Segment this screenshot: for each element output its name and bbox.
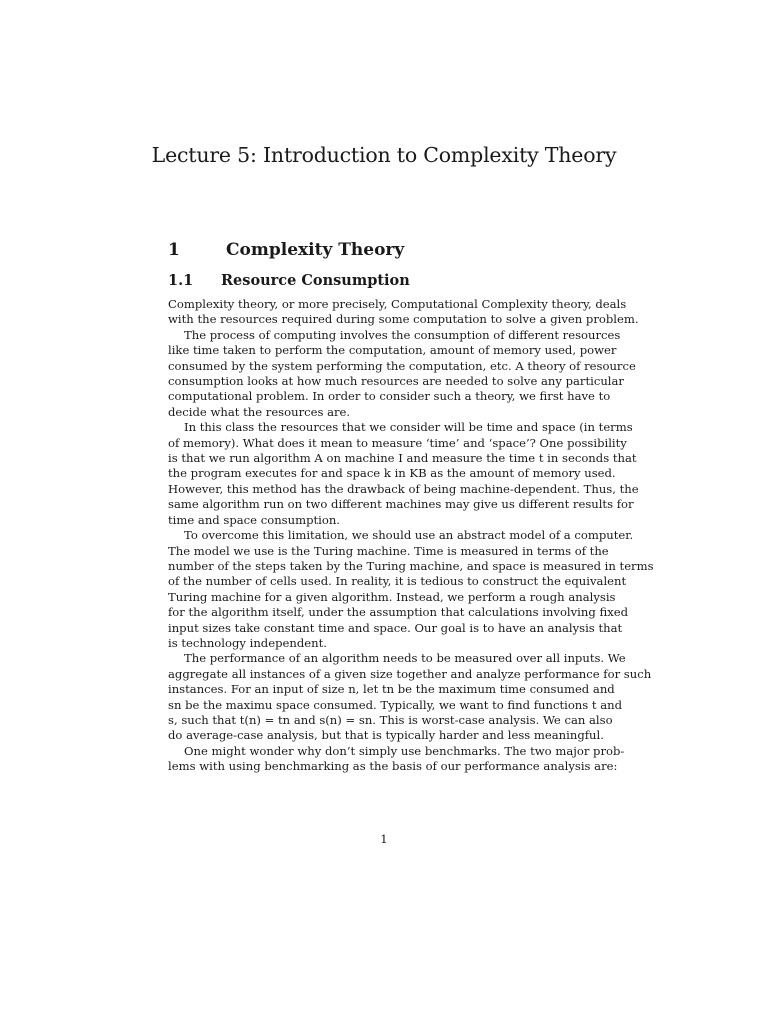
text-line: consumption looks at how much resources are needed to solve any particular: [168, 374, 624, 389]
text-line: One might wonder why don’t simply use benchmarks. The two major prob-: [184, 743, 625, 758]
text-line: The performance of an algorithm needs to be measured over all inputs. We: [184, 651, 626, 666]
text-line: is that we run algorithm A on machine I and measure the time t in seconds that: [168, 451, 637, 466]
subsection-title: Resource Consumption: [221, 272, 410, 289]
text-line: with the resources required during some computation to solve a given problem.: [168, 312, 639, 327]
text-line: consumed by the system performing the computation, etc. A theory of resource: [168, 358, 636, 373]
text-line: for the algorithm itself, under the assumption that calculations involving fixed: [168, 605, 629, 620]
text-line: do average-case analysis, but that is typically harder and less meaningful.: [168, 728, 604, 743]
text-line: computational problem. In order to consider such a theory, we first have to: [168, 389, 611, 404]
section-heading: [168, 240, 404, 260]
text-line: like time taken to perform the computation, amount of memory used, power: [168, 343, 617, 358]
text-line: To overcome this limitation, we should use an abstract model of a computer.: [184, 528, 634, 543]
text-line: The model we use is the Turing machine. Time is measured in terms of the: [168, 543, 609, 558]
text-line: Turing machine for a given algorithm. Instead, we perform a rough analysis: [168, 589, 616, 604]
text-line: decide what the resources are.: [168, 404, 351, 419]
text-line: s, such that t(n) = tn and s(n) = sn. This is worst-case analysis. We can also: [168, 712, 613, 727]
lecture-title: Lecture 5: Introduction to Complexity Theory: [151, 143, 617, 167]
text-line: aggregate all instances of a given size together and analyze performance for such: [168, 666, 652, 681]
text-line: sn be the maximu space consumed. Typically, we want to find functions t and: [168, 697, 623, 712]
subsection-number: 1.1: [168, 272, 194, 289]
section-number: 1: [168, 240, 180, 260]
text-line: number of the steps taken by the Turing machine, and space is measured in terms: [168, 558, 654, 573]
page-number: 1: [380, 832, 388, 846]
text-line: of the number of cells used. In reality, it is tedious to construct the equivalent: [168, 574, 627, 589]
body-text: [168, 297, 654, 775]
text-line: time and space consumption.: [168, 512, 340, 527]
text-line: input sizes take constant time and space. Our goal is to have an analysis that: [168, 620, 623, 635]
text-line: However, this method has the drawback of being machine-dependent. Thus, the: [168, 481, 639, 496]
text-line: Complexity theory, or more precisely, Computational Complexity theory, deals: [168, 297, 627, 311]
text-line: is technology independent.: [168, 635, 327, 650]
text-line: instances. For an input of size n, let tn be the maximum time consumed and: [168, 682, 615, 697]
text-line: lems with using benchmarking as the basis of our performance analysis are:: [168, 759, 618, 774]
subsection-heading: [168, 272, 410, 289]
text-line: the program executes for and space k in KB as the amount of memory used.: [168, 466, 616, 481]
section-title: Complexity Theory: [226, 240, 405, 260]
text-line: same algorithm run on two different machines may give us different results for: [168, 497, 634, 512]
text-line: In this class the resources that we consider will be time and space (in terms: [184, 420, 633, 435]
text-line: The process of computing involves the consumption of different resources: [184, 327, 621, 342]
text-line: of memory). What does it mean to measure ‘time’ and ‘space’? One possibility: [168, 435, 627, 450]
